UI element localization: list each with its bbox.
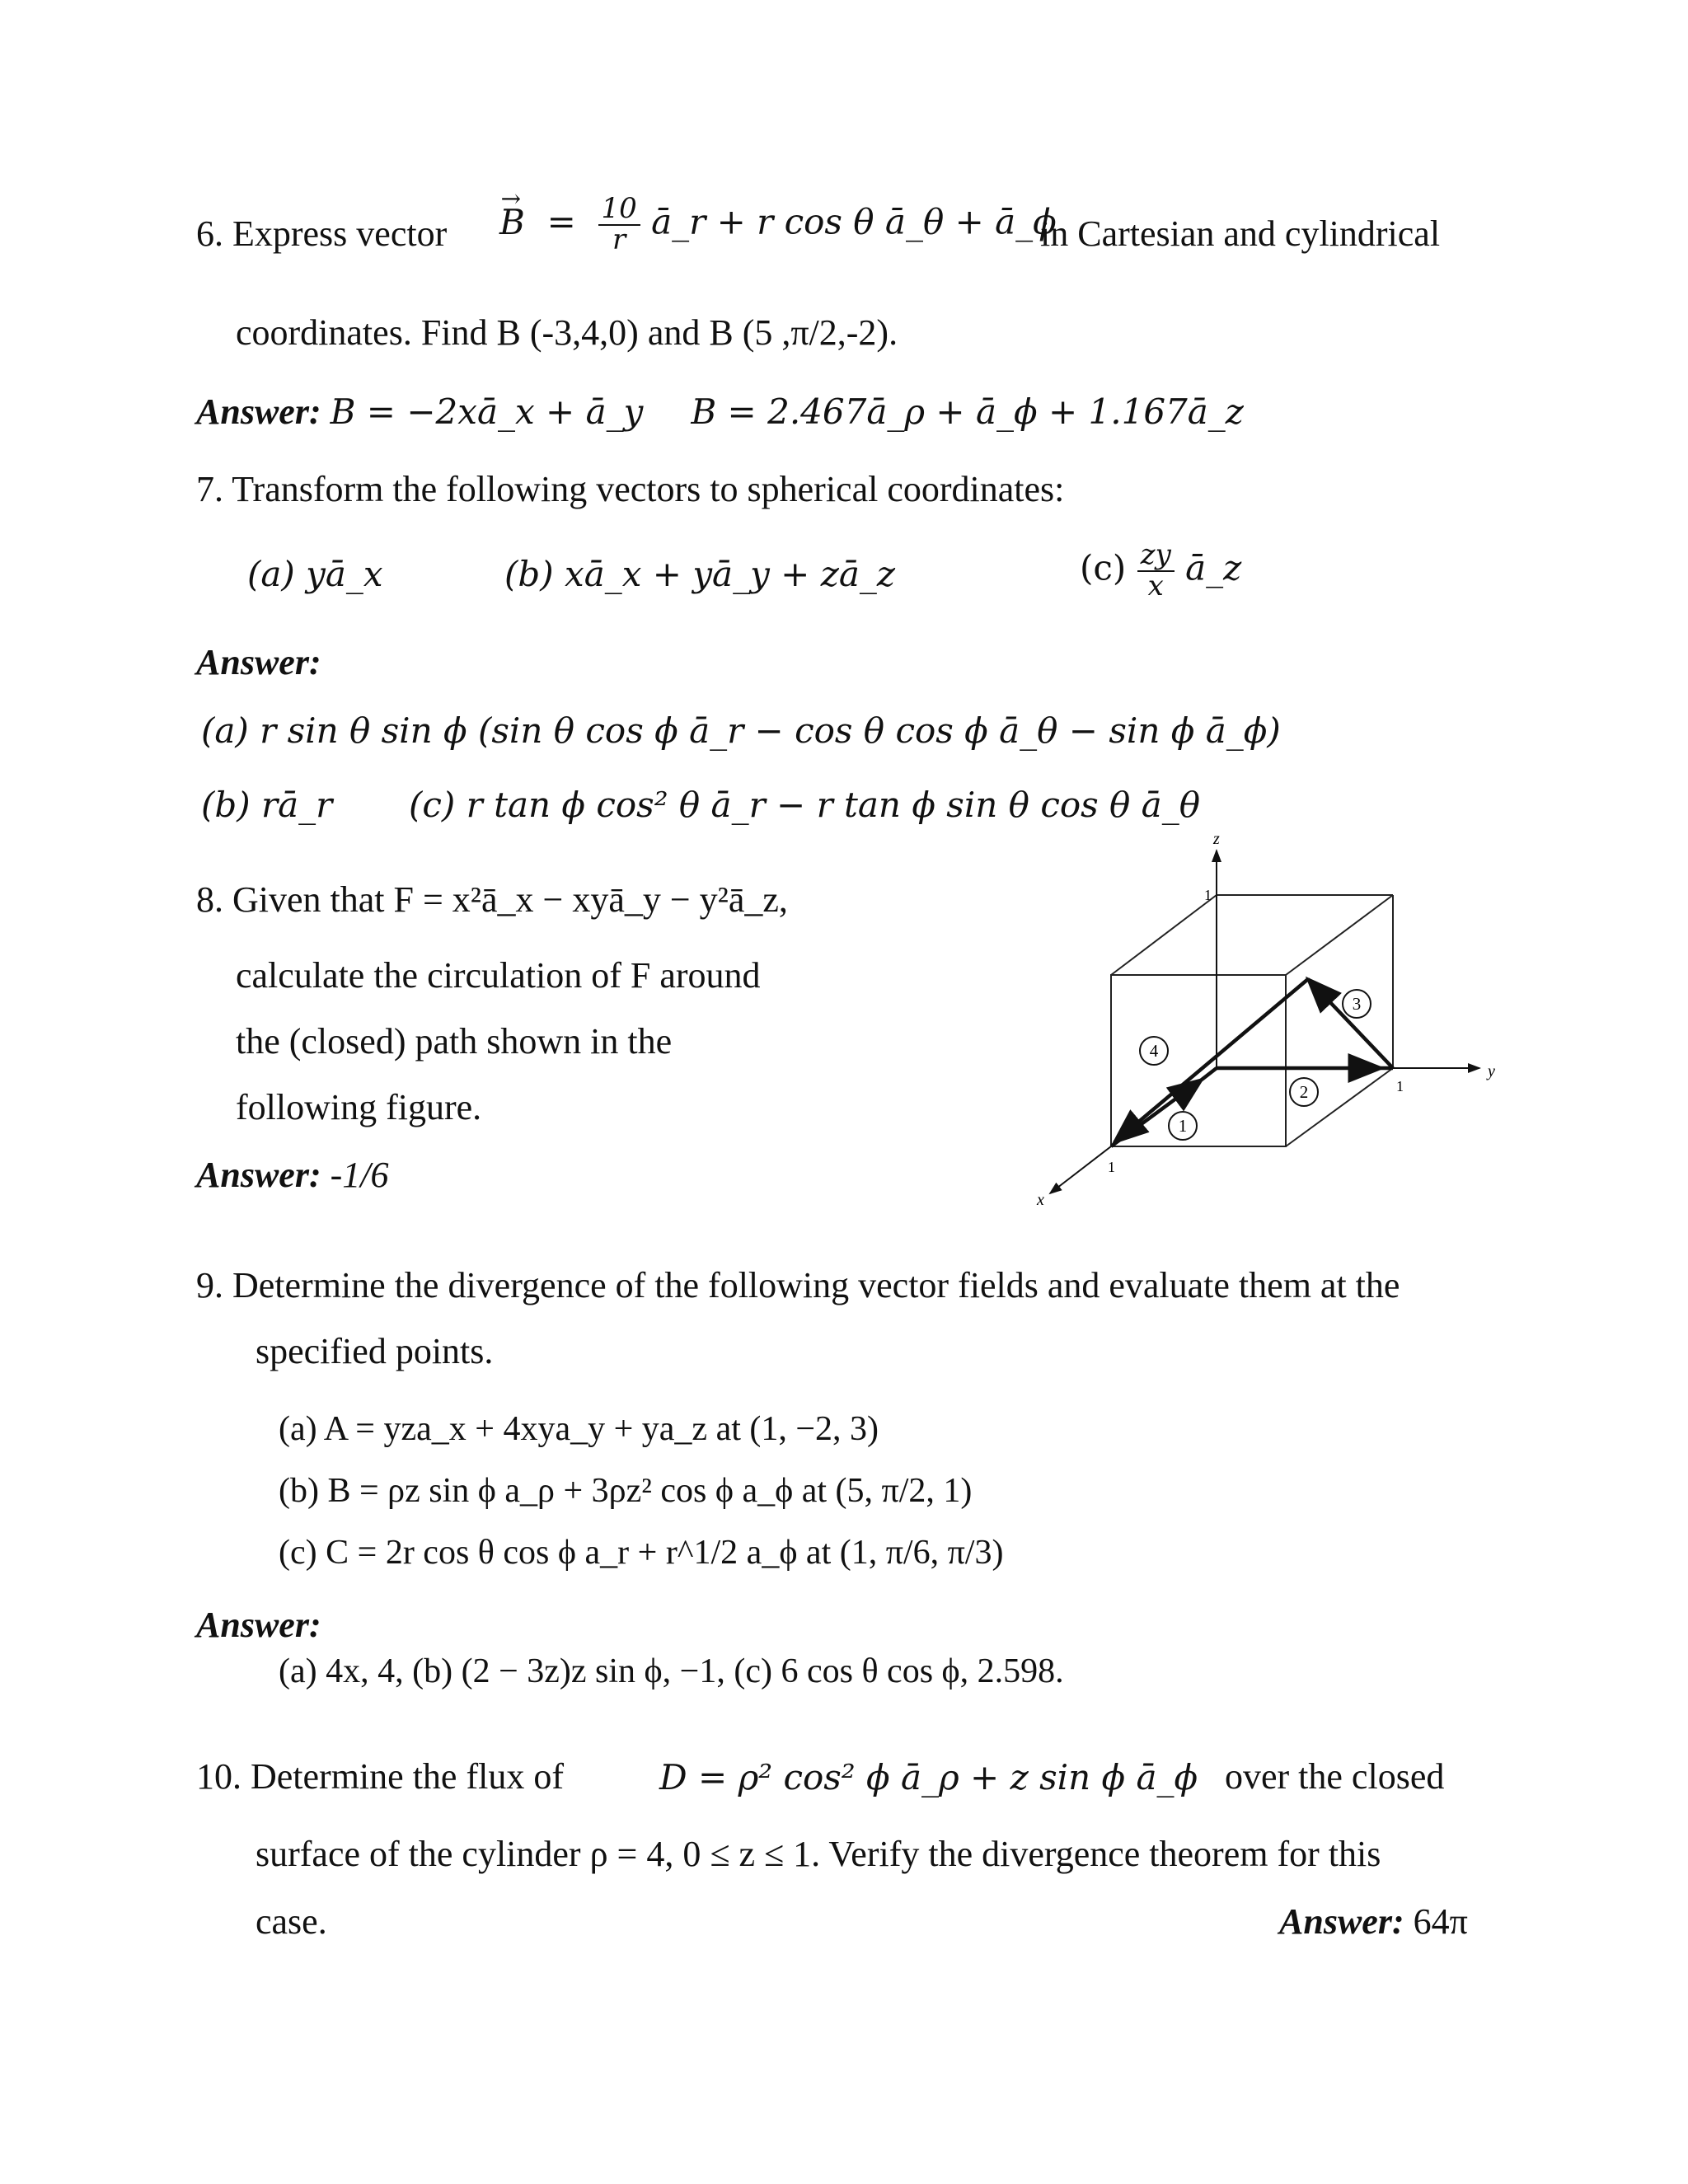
q9-part-c: (c) C = 2r cos θ cos ϕ a_r + r^1/2 a_ϕ at (1, π/6, π/3) — [279, 1534, 1004, 1572]
q10-answer-value: 64π — [1413, 1901, 1468, 1942]
q7-part-c-label: (c) — [1080, 547, 1127, 588]
q6-answer-label: Answer: — [196, 391, 321, 432]
q8-answer-value: -1/6 — [330, 1155, 389, 1195]
q7-part-c — [1080, 538, 1242, 602]
q7-c-num: zy — [1137, 541, 1175, 572]
q10-equation: D = ρ² cos² ϕ ā_ρ + z sin ϕ ā_ϕ — [659, 1757, 1198, 1797]
q7-answer-a: (a) r sin θ sin ϕ (sin θ cos ϕ ā_r − cos θ cos ϕ ā_θ − sin ϕ ā_ϕ) — [201, 710, 1281, 751]
q7-number: 7. — [196, 469, 223, 509]
q6-fraction — [598, 194, 640, 255]
q10-line1 — [196, 1756, 564, 1797]
q8-line1 — [196, 879, 788, 920]
q8-path-label-2: 2 — [1299, 1082, 1309, 1102]
q10-lead: Determine the flux of — [251, 1756, 564, 1797]
q6-number: 6. — [196, 213, 223, 254]
q8-line2: calculate the circulation of F around — [236, 955, 761, 996]
q8-path-label-3: 3 — [1352, 994, 1362, 1014]
q8-tick-x: 1 — [1108, 1159, 1115, 1175]
q6-frac-num: 10 — [598, 194, 640, 226]
q8-line3: the (closed) path shown in the — [236, 1021, 673, 1062]
q9-part-b: (b) B = ρz sin ϕ a_ρ + 3ρz² cos ϕ a_ϕ at (5, π/2, 1) — [279, 1472, 973, 1510]
q10-answer — [1279, 1901, 1468, 1942]
q7-part-b: (b) xā_x + yā_y + zā_z — [504, 554, 895, 594]
q7-answer-b: (b) rā_r — [201, 785, 333, 825]
q7-answer-c: (c) r tan ϕ cos² θ ā_r − r tan ϕ sin θ cos θ ā_θ — [409, 785, 1200, 825]
q6-answer-cartesian: B = −2xā_x + ā_y — [330, 391, 644, 432]
q8-axis-z-label: z — [1213, 830, 1220, 848]
q7-c-den: x — [1147, 569, 1164, 602]
q8-answer — [196, 1157, 388, 1193]
q9-number: 9. — [196, 1265, 223, 1305]
q6-statement-line1 — [196, 213, 448, 254]
q8-tick-z: 1 — [1204, 887, 1212, 903]
q8-axis-y-label: y — [1488, 1062, 1495, 1080]
q6-lead-text: Express vector — [232, 213, 448, 254]
q7-answer-label: Answer: — [196, 642, 321, 682]
q6-tail-text: in Cartesian and cylindrical — [1040, 213, 1441, 254]
q8-path-labels — [1140, 990, 1371, 1140]
q7-part-c-fraction — [1137, 538, 1175, 602]
q10-line3: case. — [256, 1901, 327, 1942]
q8-tick-y: 1 — [1396, 1078, 1404, 1094]
q7-c-vec: ā_z — [1185, 547, 1242, 588]
q6-vector-symbol: → B — [499, 202, 525, 242]
q10-number: 10. — [196, 1756, 241, 1797]
q9-answer-label: Answer: — [196, 1605, 321, 1645]
q9-line1 — [196, 1265, 1400, 1305]
q7-text: Transform the following vectors to spherical coordinates: — [232, 469, 1065, 509]
q9-line2: specified points. — [256, 1331, 494, 1371]
q6-vector-equation: → B = $\frac{10}{r}$ ā_r + r cos θ ā_θ + ā_ϕ — [499, 194, 1057, 255]
q6-answer-cylindrical: B = 2.467ā_ρ + ā_ϕ + 1.167ā_z — [691, 391, 1244, 432]
q8-answer-label: Answer: — [196, 1155, 321, 1195]
q10-answer-label: Answer: — [1279, 1901, 1404, 1942]
q8-number: 8. — [196, 879, 223, 920]
q10-tail: over the closed — [1225, 1756, 1445, 1797]
q9-text: Determine the divergence of the following vector fields and evaluate them at the — [232, 1265, 1400, 1305]
q6-eq-terms: ā_r + r cos θ ā_θ + ā_ϕ — [651, 201, 1057, 242]
q6-statement-line2: coordinates. Find B (-3,4,0) and B (5 ,π/2,-2). — [236, 312, 898, 353]
q8-axis-x-label: x — [1037, 1191, 1044, 1209]
q9-answer-text: (a) 4x, 4, (b) (2 − 3z)z sin ϕ, −1, (c) 6 cos θ cos ϕ, 2.598. — [279, 1652, 1064, 1690]
q8-given-text: Given that F = x²ā_x − xyā_y − y²ā_z, — [232, 879, 788, 920]
q8-path-label-1: 1 — [1178, 1116, 1188, 1136]
q8-path-label-4: 4 — [1149, 1041, 1159, 1061]
q6-answer — [196, 391, 1244, 432]
q7-statement — [196, 471, 1064, 508]
q10-line2: surface of the cylinder ρ = 4, 0 ≤ z ≤ 1. Verify the divergence theorem for this — [256, 1834, 1381, 1874]
q6-frac-den: r — [612, 223, 626, 256]
q7-part-a: (a) yā_x — [247, 554, 383, 594]
q8-line4: following figure. — [236, 1087, 482, 1127]
q9-part-a: (a) A = yza_x + 4xya_y + ya_z at (1, −2, 3) — [279, 1410, 879, 1448]
q8-cube-figure — [1022, 824, 1500, 1212]
